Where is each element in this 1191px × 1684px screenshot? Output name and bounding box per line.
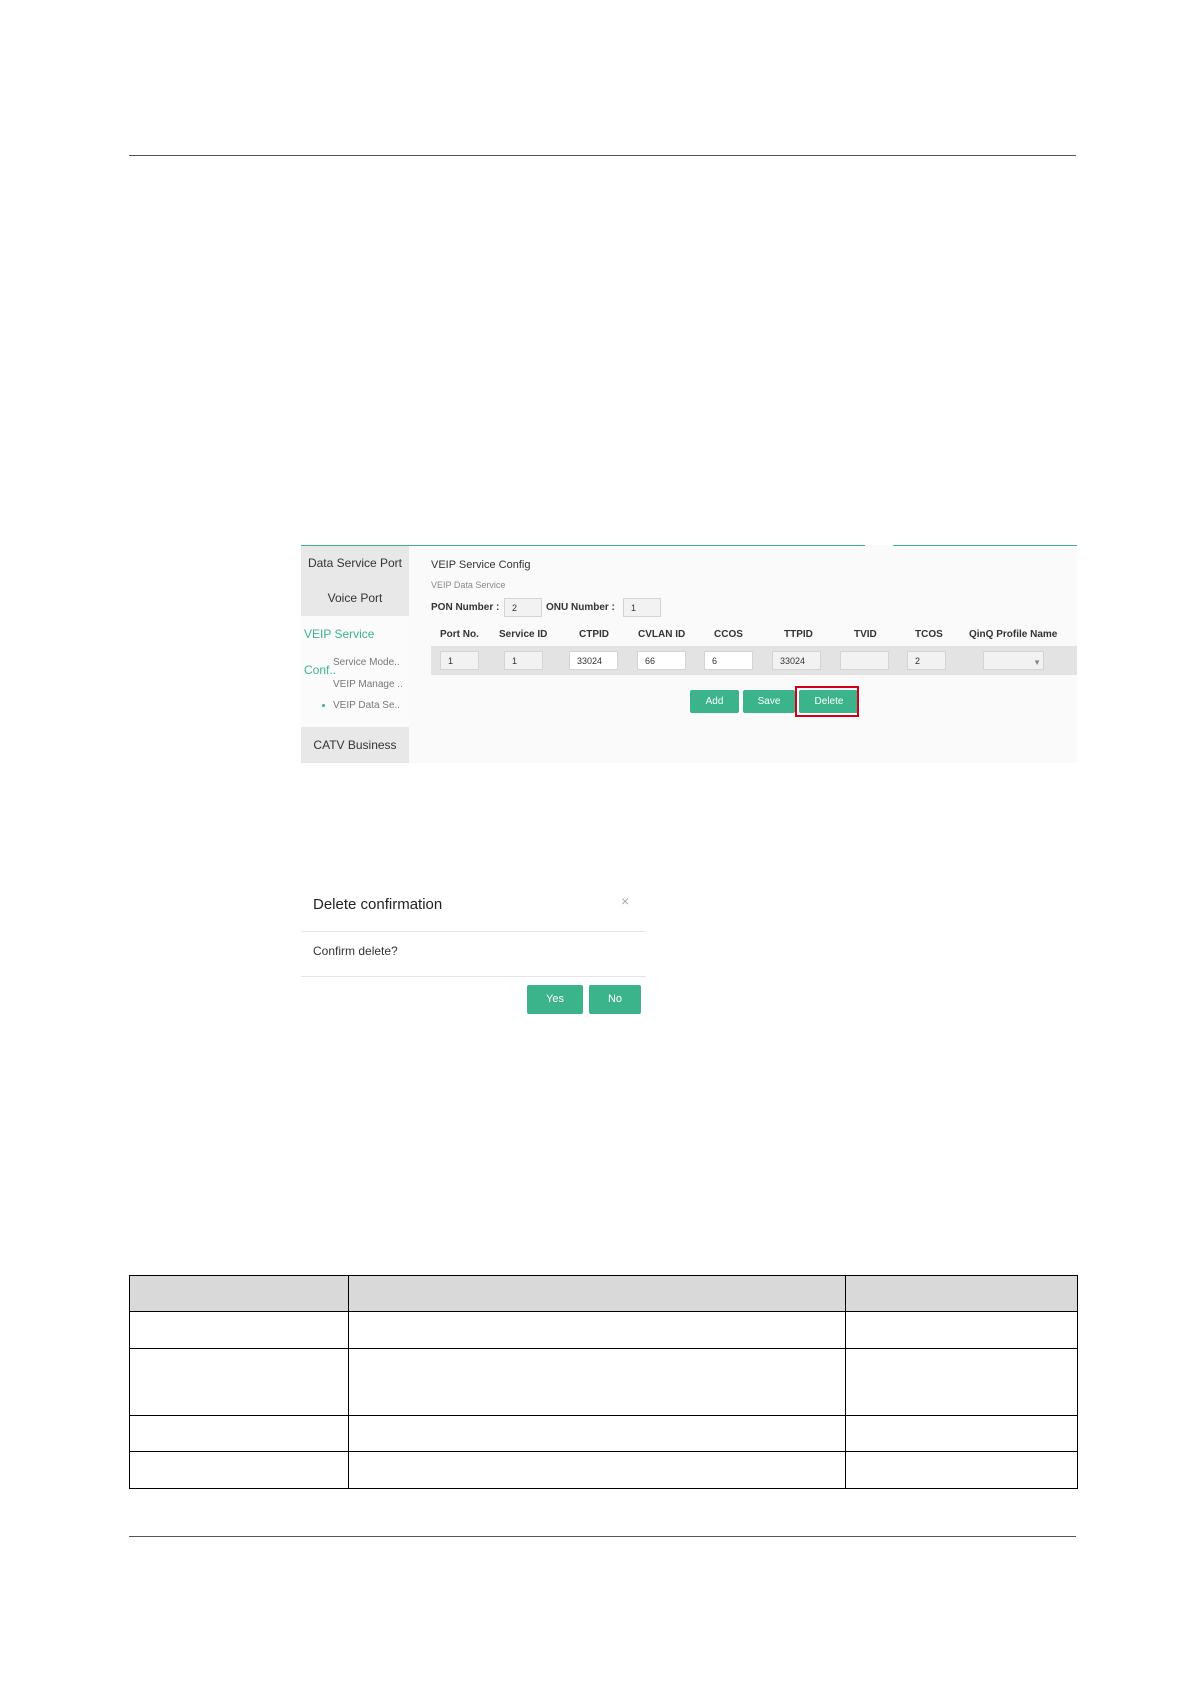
table-cell [349, 1349, 846, 1416]
sidebar-item-veip-service-config[interactable]: VEIP Service Conf.. [304, 627, 375, 677]
table-cell [846, 1312, 1078, 1349]
close-icon[interactable]: × [621, 893, 630, 909]
onu-number-label: ONU Number : [546, 602, 615, 613]
table-cell [846, 1452, 1078, 1489]
port-no-field[interactable]: 1 [440, 651, 479, 670]
table-row [130, 1312, 1078, 1349]
column-header: CTPID [579, 629, 609, 640]
divider [301, 976, 646, 977]
table-cell [130, 1452, 349, 1489]
sidebar-subitem-label: VEIP Data Se.. [333, 700, 401, 711]
sidebar-item-voice-port[interactable]: Voice Port [301, 580, 409, 616]
divider [301, 931, 646, 932]
ttpid-field[interactable]: 33024 [772, 651, 821, 670]
no-button[interactable]: No [589, 985, 641, 1014]
ctpid-input[interactable]: 33024 [569, 651, 618, 670]
sidebar-item-catv-business[interactable]: CATV Business [301, 727, 409, 763]
header-rule [129, 155, 1076, 156]
active-dot-icon [322, 704, 325, 707]
table-cell [349, 1312, 846, 1349]
sidebar-subitem-veip-data-service[interactable] [301, 700, 409, 714]
table-header-row [130, 1276, 1078, 1312]
chevron-down-icon: ▼ [1033, 658, 1041, 667]
table-cell [846, 1416, 1078, 1452]
table-cell [130, 1349, 349, 1416]
sidebar [301, 546, 409, 763]
table-header-cell [846, 1276, 1078, 1312]
dialog-title: Delete confirmation [313, 896, 443, 913]
table-cell [349, 1452, 846, 1489]
highlight-box [795, 686, 859, 717]
column-header: Service ID [499, 629, 548, 640]
parameter-table [129, 1275, 1078, 1489]
column-header: TCOS [915, 629, 943, 640]
tcos-field[interactable]: 2 [907, 651, 946, 670]
table-cell [130, 1416, 349, 1452]
qinq-profile-select[interactable] [983, 651, 1044, 670]
table-cell [130, 1312, 349, 1349]
column-header: Port No. [440, 629, 479, 640]
pon-number-input[interactable]: 2 [504, 598, 542, 617]
column-header: TVID [854, 629, 877, 640]
yes-button[interactable]: Yes [527, 985, 583, 1014]
column-header: QinQ Profile Name [969, 629, 1058, 640]
column-header: TTPID [784, 629, 813, 640]
top-border [893, 545, 1077, 546]
delete-button[interactable]: Delete [799, 690, 859, 713]
table-cell [846, 1349, 1078, 1416]
page-title: VEIP Service Config [431, 559, 531, 571]
sidebar-item-data-service-port[interactable]: Data Service Port [301, 546, 409, 580]
table-cell [349, 1416, 846, 1452]
cvlan-id-input[interactable]: 66 [637, 651, 686, 670]
dialog-message: Confirm delete? [313, 944, 398, 958]
table-row [130, 1349, 1078, 1416]
onu-number-input[interactable]: 1 [623, 598, 661, 617]
sidebar-subitem-service-mode[interactable]: Service Mode.. [333, 657, 400, 668]
footer-rule [129, 1536, 1076, 1537]
add-button[interactable]: Add [690, 690, 739, 713]
table-header-cell [349, 1276, 846, 1312]
sidebar-subitem-veip-manage[interactable]: VEIP Manage .. [333, 679, 403, 690]
column-header: CCOS [714, 629, 743, 640]
service-id-field[interactable]: 1 [504, 651, 543, 670]
breadcrumb: VEIP Data Service [431, 580, 506, 590]
save-button[interactable]: Save [743, 690, 795, 713]
delete-confirmation-dialog [301, 878, 646, 1018]
pon-number-label: PON Number : [431, 602, 500, 613]
table-row [130, 1416, 1078, 1452]
table-row [130, 1452, 1078, 1489]
column-header: CVLAN ID [638, 629, 686, 640]
veip-config-screenshot [301, 545, 1077, 763]
ccos-input[interactable]: 6 [704, 651, 753, 670]
table-header-cell [130, 1276, 349, 1312]
tvid-field[interactable] [840, 651, 889, 670]
